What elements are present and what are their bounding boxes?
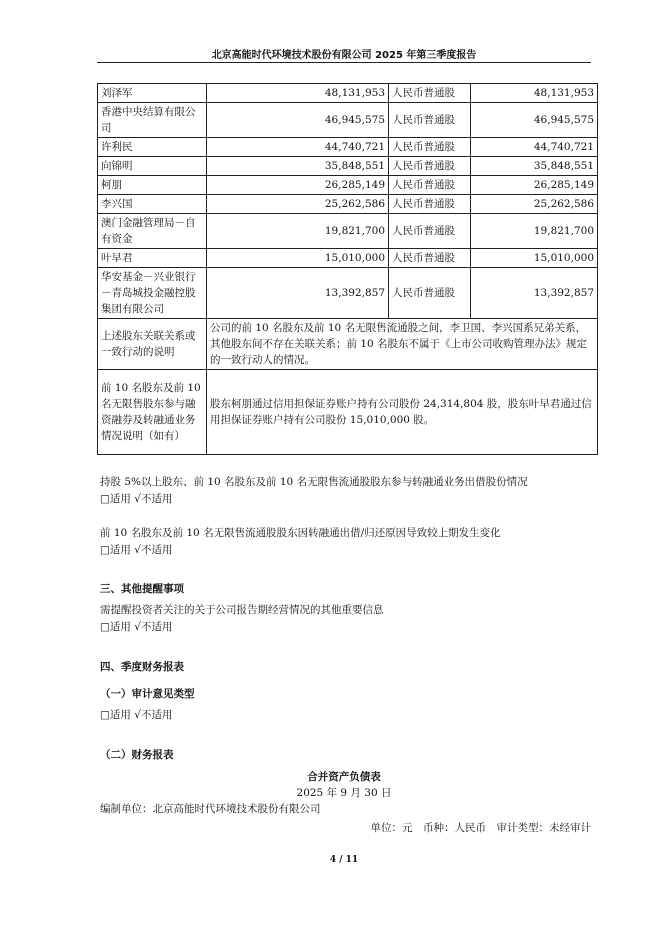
- section-three-title: 三、其他提醒事项: [100, 583, 184, 595]
- change-title: 前 10 名股东及前 10 名无限售流通股股东因转融通出借/归还原因导致较上期发生变化: [100, 527, 501, 539]
- share-type-quantity: 19,821,700: [471, 214, 598, 249]
- share-type-quantity: 46,945,575: [471, 103, 598, 138]
- shareholder-row: [98, 249, 598, 268]
- share-type: 人民币普通股: [389, 214, 471, 249]
- balance-sheet-date: 2025 年 9 月 30 日: [296, 787, 392, 799]
- margin-label: 前 10 名股东及前 10 名无限售股东参与融资融券及转融通业务情况说明（如有）: [98, 370, 207, 455]
- relation-row: [98, 319, 598, 370]
- shareholder-name: 李兴国: [98, 195, 207, 214]
- page-number: 4 / 11: [329, 855, 359, 865]
- shareholder-quantity: 26,285,149: [207, 176, 389, 195]
- preparer-line: 编制单位：北京高能时代环境技术股份有限公司: [100, 803, 321, 815]
- balance-sheet-title: 合并资产负债表: [307, 771, 381, 783]
- top-shareholders-table: [97, 83, 598, 455]
- share-type-quantity: 35,848,551: [471, 157, 598, 176]
- share-type: 人民币普通股: [389, 176, 471, 195]
- section-three-option: □适用 √不适用: [100, 621, 173, 633]
- shareholder-quantity: 15,010,000: [207, 249, 389, 268]
- shareholder-row: [98, 103, 598, 138]
- margin-row: [98, 370, 598, 455]
- shareholder-quantity: 46,945,575: [207, 103, 389, 138]
- share-type-quantity: 15,010,000: [471, 249, 598, 268]
- financial-statements-title: [100, 747, 594, 764]
- shareholder-name: 香港中央结算有限公司: [98, 103, 207, 138]
- shareholder-row: [98, 138, 598, 157]
- shareholder-name: 向锦明: [98, 157, 207, 176]
- share-type: 人民币普通股: [389, 103, 471, 138]
- report-header: 北京高能时代环境技术股份有限公司 2025 年第三季度报告: [211, 50, 477, 61]
- share-type: 人民币普通股: [389, 249, 471, 268]
- lending-section: [100, 474, 594, 508]
- share-type: 人民币普通股: [389, 268, 471, 319]
- financial-statements-heading: （二）财务报表: [100, 749, 174, 761]
- shareholder-quantity: 48,131,953: [207, 84, 389, 103]
- shareholder-row: [98, 214, 598, 249]
- shareholder-quantity: 44,740,721: [207, 138, 389, 157]
- change-option: □适用 √不适用: [100, 544, 173, 556]
- share-type-quantity: 25,262,586: [471, 195, 598, 214]
- shareholder-quantity: 35,848,551: [207, 157, 389, 176]
- shareholder-row: [98, 157, 598, 176]
- shareholder-quantity: 13,392,857: [207, 268, 389, 319]
- shareholder-quantity: 19,821,700: [207, 214, 389, 249]
- shareholder-row: [98, 84, 598, 103]
- share-type-quantity: 13,392,857: [471, 268, 598, 319]
- section-three-text: 需提醒投资者关注的关于公司报告期经营情况的其他重要信息: [100, 604, 384, 616]
- relation-label: 上述股东关联关系或一致行动的说明: [98, 319, 207, 370]
- share-type: 人民币普通股: [389, 195, 471, 214]
- relation-text: 公司的前 10 名股东及前 10 名无限售流通股之间，李卫国、李兴国系兄弟关系，其他股东间不存在关联关系；前 10 名股东不属于《上市公司收购管理办法》规定的一致行动人的情况。: [207, 319, 598, 370]
- section-four-title: 四、季度财务报表: [100, 661, 184, 673]
- lending-option: □适用 √不适用: [100, 493, 173, 505]
- lending-title: 持股 5%以上股东、前 10 名股东及前 10 名无限售流通股股东参与转融通业务出借股份情况: [100, 476, 528, 488]
- shareholder-row: [98, 195, 598, 214]
- shareholder-name: 刘泽军: [98, 84, 207, 103]
- units-line: 单位：元 币种：人民币 审计类型：未经审计: [370, 822, 591, 834]
- share-type: 人民币普通股: [389, 84, 471, 103]
- shareholder-row: [98, 176, 598, 195]
- audit-opinion-title: （一）审计意见类型: [100, 688, 195, 700]
- share-type-quantity: 44,740,721: [471, 138, 598, 157]
- shareholder-rows: [98, 84, 598, 319]
- margin-text: 股东柯朋通过信用担保证券账户持有公司股份 24,314,804 股，股东叶早君通过信用担保证券账户持有公司股份 15,010,000 股。: [207, 370, 598, 455]
- share-type: 人民币普通股: [389, 138, 471, 157]
- share-type: 人民币普通股: [389, 157, 471, 176]
- shareholder-row: [98, 268, 598, 319]
- share-type-quantity: 26,285,149: [471, 176, 598, 195]
- section-three: [100, 581, 594, 636]
- section-four: [100, 659, 594, 724]
- shareholder-name: 许利民: [98, 138, 207, 157]
- audit-opinion-option: □适用 √不适用: [100, 709, 173, 721]
- change-section: [100, 525, 594, 559]
- shareholder-name: 叶早君: [98, 249, 207, 268]
- shareholder-quantity: 25,262,586: [207, 195, 389, 214]
- shareholder-name: 柯朋: [98, 176, 207, 195]
- shareholder-name: 华安基金－兴业银行－青岛城投金融控股集团有限公司: [98, 268, 207, 319]
- shareholder-name: 澳门金融管理局－自有资金: [98, 214, 207, 249]
- header-divider: [97, 62, 591, 63]
- share-type-quantity: 48,131,953: [471, 84, 598, 103]
